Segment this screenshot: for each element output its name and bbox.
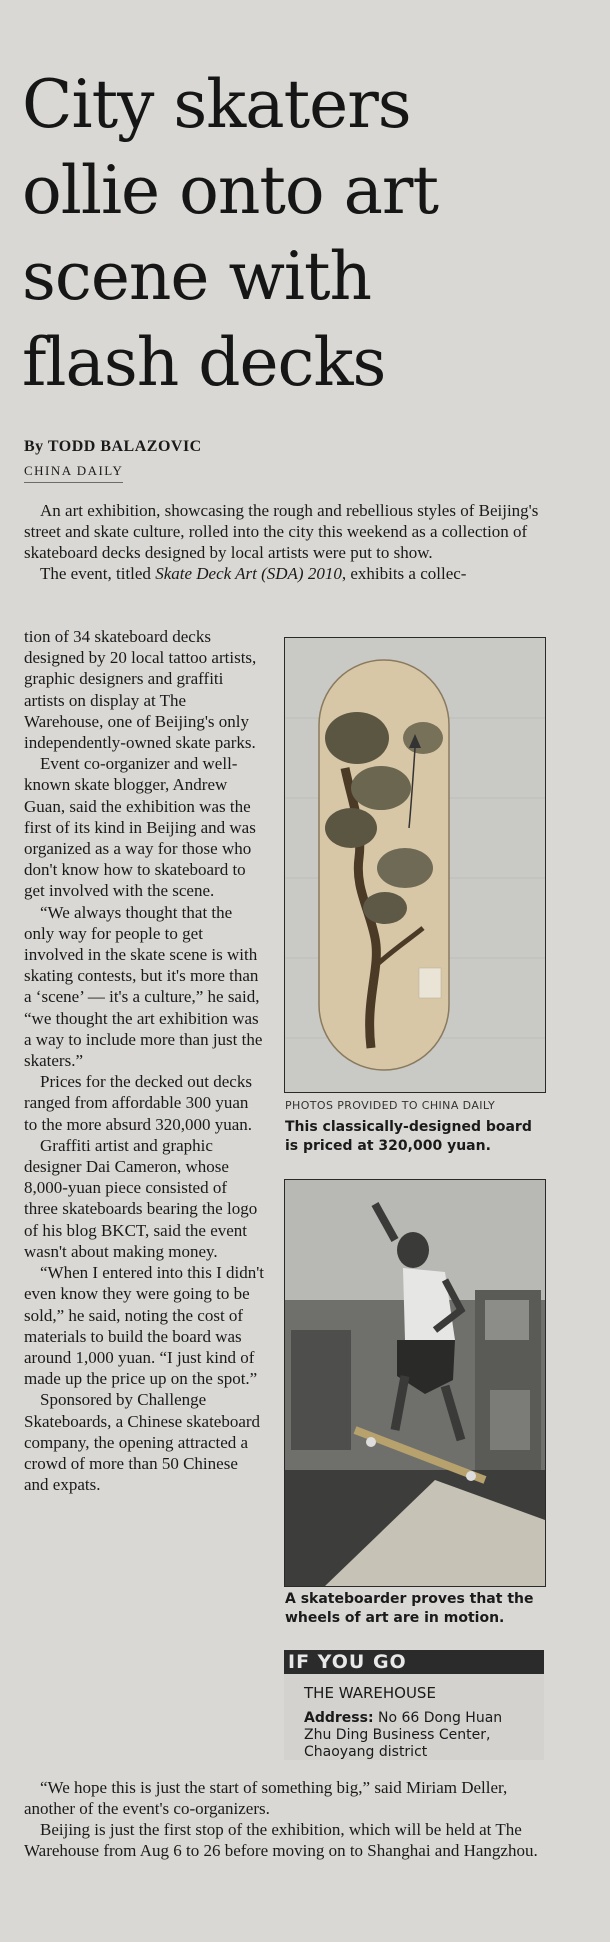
byline: By TODD BALAZOVIC: [24, 438, 202, 455]
event-paragraph: [24, 563, 544, 584]
photo-caption-deck: This classically-designed board is priced at 320,000 yuan.: [285, 1119, 532, 1154]
article-lead: [24, 500, 544, 584]
article-column: [24, 626, 264, 1495]
venue-address: [284, 1702, 544, 1761]
if-you-go-heading: IF YOU GO: [284, 1650, 544, 1674]
closing-paragraph: Beijing is just the first stop of the exhibition, which will be held at The Warehouse from Aug 6 to 26 before moving on to Shanghai and Hangzhou.: [24, 1820, 538, 1860]
venue-name: THE WAREHOUSE: [304, 1684, 436, 1702]
closing-paragraph: “We hope this is just the start of something big,” said Miriam Deller, another of the event's co-organizers.: [24, 1778, 508, 1818]
body-paragraph: “We always thought that the only way for people to get involved in the skate scene is with skating contests, but it's more than a ‘scene’ — it's a culture,” he said, “we thought the art exhibition was a way to include more than just the skaters.”: [24, 902, 263, 1071]
exhibit-title: Skate Deck Art (SDA) 2010: [155, 564, 342, 583]
headline: City skaters ollie onto art scene with flash decks: [22, 66, 438, 402]
event-paragraph-rest: , exhibits a collec-: [341, 564, 467, 583]
article-closing: [24, 1777, 544, 1861]
body-paragraph: Event co-organizer and well-known skate blogger, Andrew Guan, said the exhibition was the first of its kind in Beijing and was organized as a way for those who don't know how to skateboard to get involved with the scene.: [24, 754, 256, 901]
if-you-go-box: [284, 1650, 544, 1760]
body-paragraph: “When I entered into this I didn't even know they were going to be sold,” he said, noting the cost of materials to build the board was around 1,000 yuan. “I just kind of made up the price up on the spot.”: [24, 1263, 264, 1389]
painted-deck-illustration: [285, 638, 545, 1092]
skateboarder-photo: [284, 1179, 546, 1587]
body-paragraph: Graffiti artist and graphic designer Dai Cameron, whose 8,000-yuan piece consisted of three skateboards bearing the logo of his blog BKCT, said the event wasn't about making money.: [24, 1135, 258, 1261]
address-label: Address:: [304, 1710, 374, 1726]
body-paragraph: Sponsored by Challenge Skateboards, a Chinese skateboard company, the opening attracted a crowd of more than 50 Chinese and expats.: [24, 1390, 261, 1495]
skateboard-deck-photo: [284, 637, 546, 1093]
address-text: No 66 Dong Huan Zhu Ding Business Center, Chaoyang district: [304, 1710, 503, 1760]
body-paragraph: Prices for the decked out decks ranged from affordable 300 yuan to the more absurd 320,000 yuan.: [24, 1072, 253, 1134]
photo-caption-skater: A skateboarder proves that the wheels of art are in motion.: [285, 1591, 534, 1626]
event-paragraph-start: The event, titled: [40, 564, 156, 583]
body-paragraph: tion of 34 skateboard decks designed by 20 local tattoo artists, graphic designers and graffiti artists on display at The Warehouse, one of Beijing's only independently-owned skate parks.: [24, 627, 257, 753]
lead-paragraph: An art exhibition, showcasing the rough and rebellious styles of Beijing's street and skate culture, rolled into the city this weekend as a collection of skateboard decks designed by local artists were put to show.: [24, 501, 539, 562]
skateboarder-illustration: [285, 1180, 545, 1586]
photo-credit: PHOTOS PROVIDED TO CHINA DAILY: [285, 1099, 496, 1112]
byline-affiliation: CHINA DAILY: [24, 463, 123, 483]
